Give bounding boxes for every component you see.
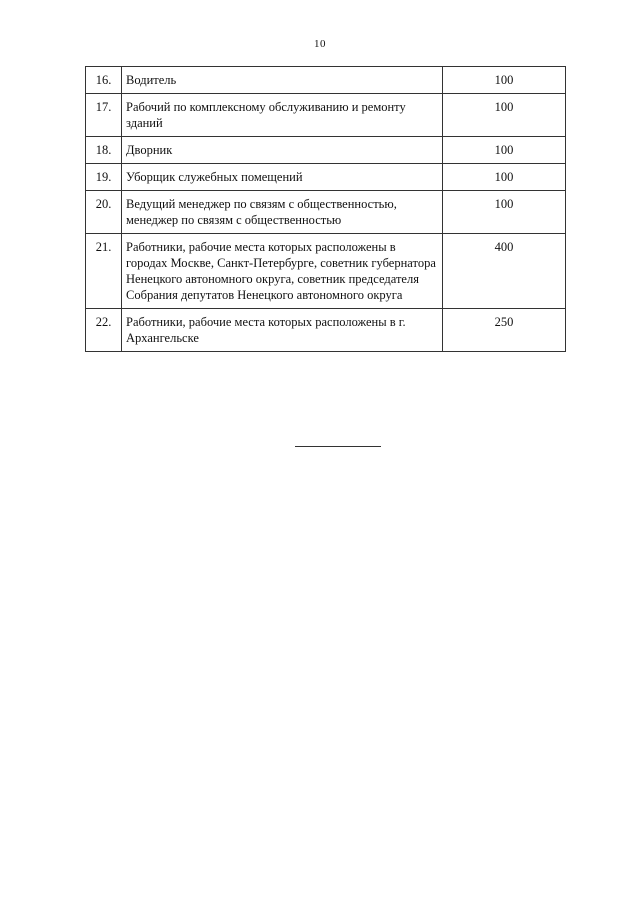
row-text: Работники, рабочие места которых расположены в г. Архангельске	[122, 309, 443, 352]
row-value: 100	[443, 67, 566, 94]
row-text: Уборщик служебных помещений	[122, 164, 443, 191]
row-text: Дворник	[122, 137, 443, 164]
row-value: 250	[443, 309, 566, 352]
row-value: 100	[443, 94, 566, 137]
row-number: 18.	[86, 137, 122, 164]
row-text: Водитель	[122, 67, 443, 94]
table-row	[86, 67, 566, 94]
row-value: 400	[443, 234, 566, 309]
row-number: 17.	[86, 94, 122, 137]
row-number: 20.	[86, 191, 122, 234]
table-row	[86, 309, 566, 352]
end-divider	[295, 446, 381, 447]
row-value: 100	[443, 164, 566, 191]
allowance-table	[85, 66, 566, 352]
row-number: 22.	[86, 309, 122, 352]
row-text: Рабочий по комплексному обслуживанию и ремонту зданий	[122, 94, 443, 137]
row-number: 19.	[86, 164, 122, 191]
row-text: Ведущий менеджер по связям с общественностью, менеджер по связям с общественностью	[122, 191, 443, 234]
row-text: Работники, рабочие места которых расположены в городах Москве, Санкт-Петербурге, советник губернатора Ненецкого автономного округа, советник председателя Собрания депутатов Ненецкого автономного округа	[122, 234, 443, 309]
table-row	[86, 164, 566, 191]
row-value: 100	[443, 137, 566, 164]
table-row	[86, 191, 566, 234]
page-number: 10	[314, 38, 326, 50]
row-value: 100	[443, 191, 566, 234]
row-number: 16.	[86, 67, 122, 94]
table-row	[86, 234, 566, 309]
table-row	[86, 94, 566, 137]
row-number: 21.	[86, 234, 122, 309]
table-row	[86, 137, 566, 164]
